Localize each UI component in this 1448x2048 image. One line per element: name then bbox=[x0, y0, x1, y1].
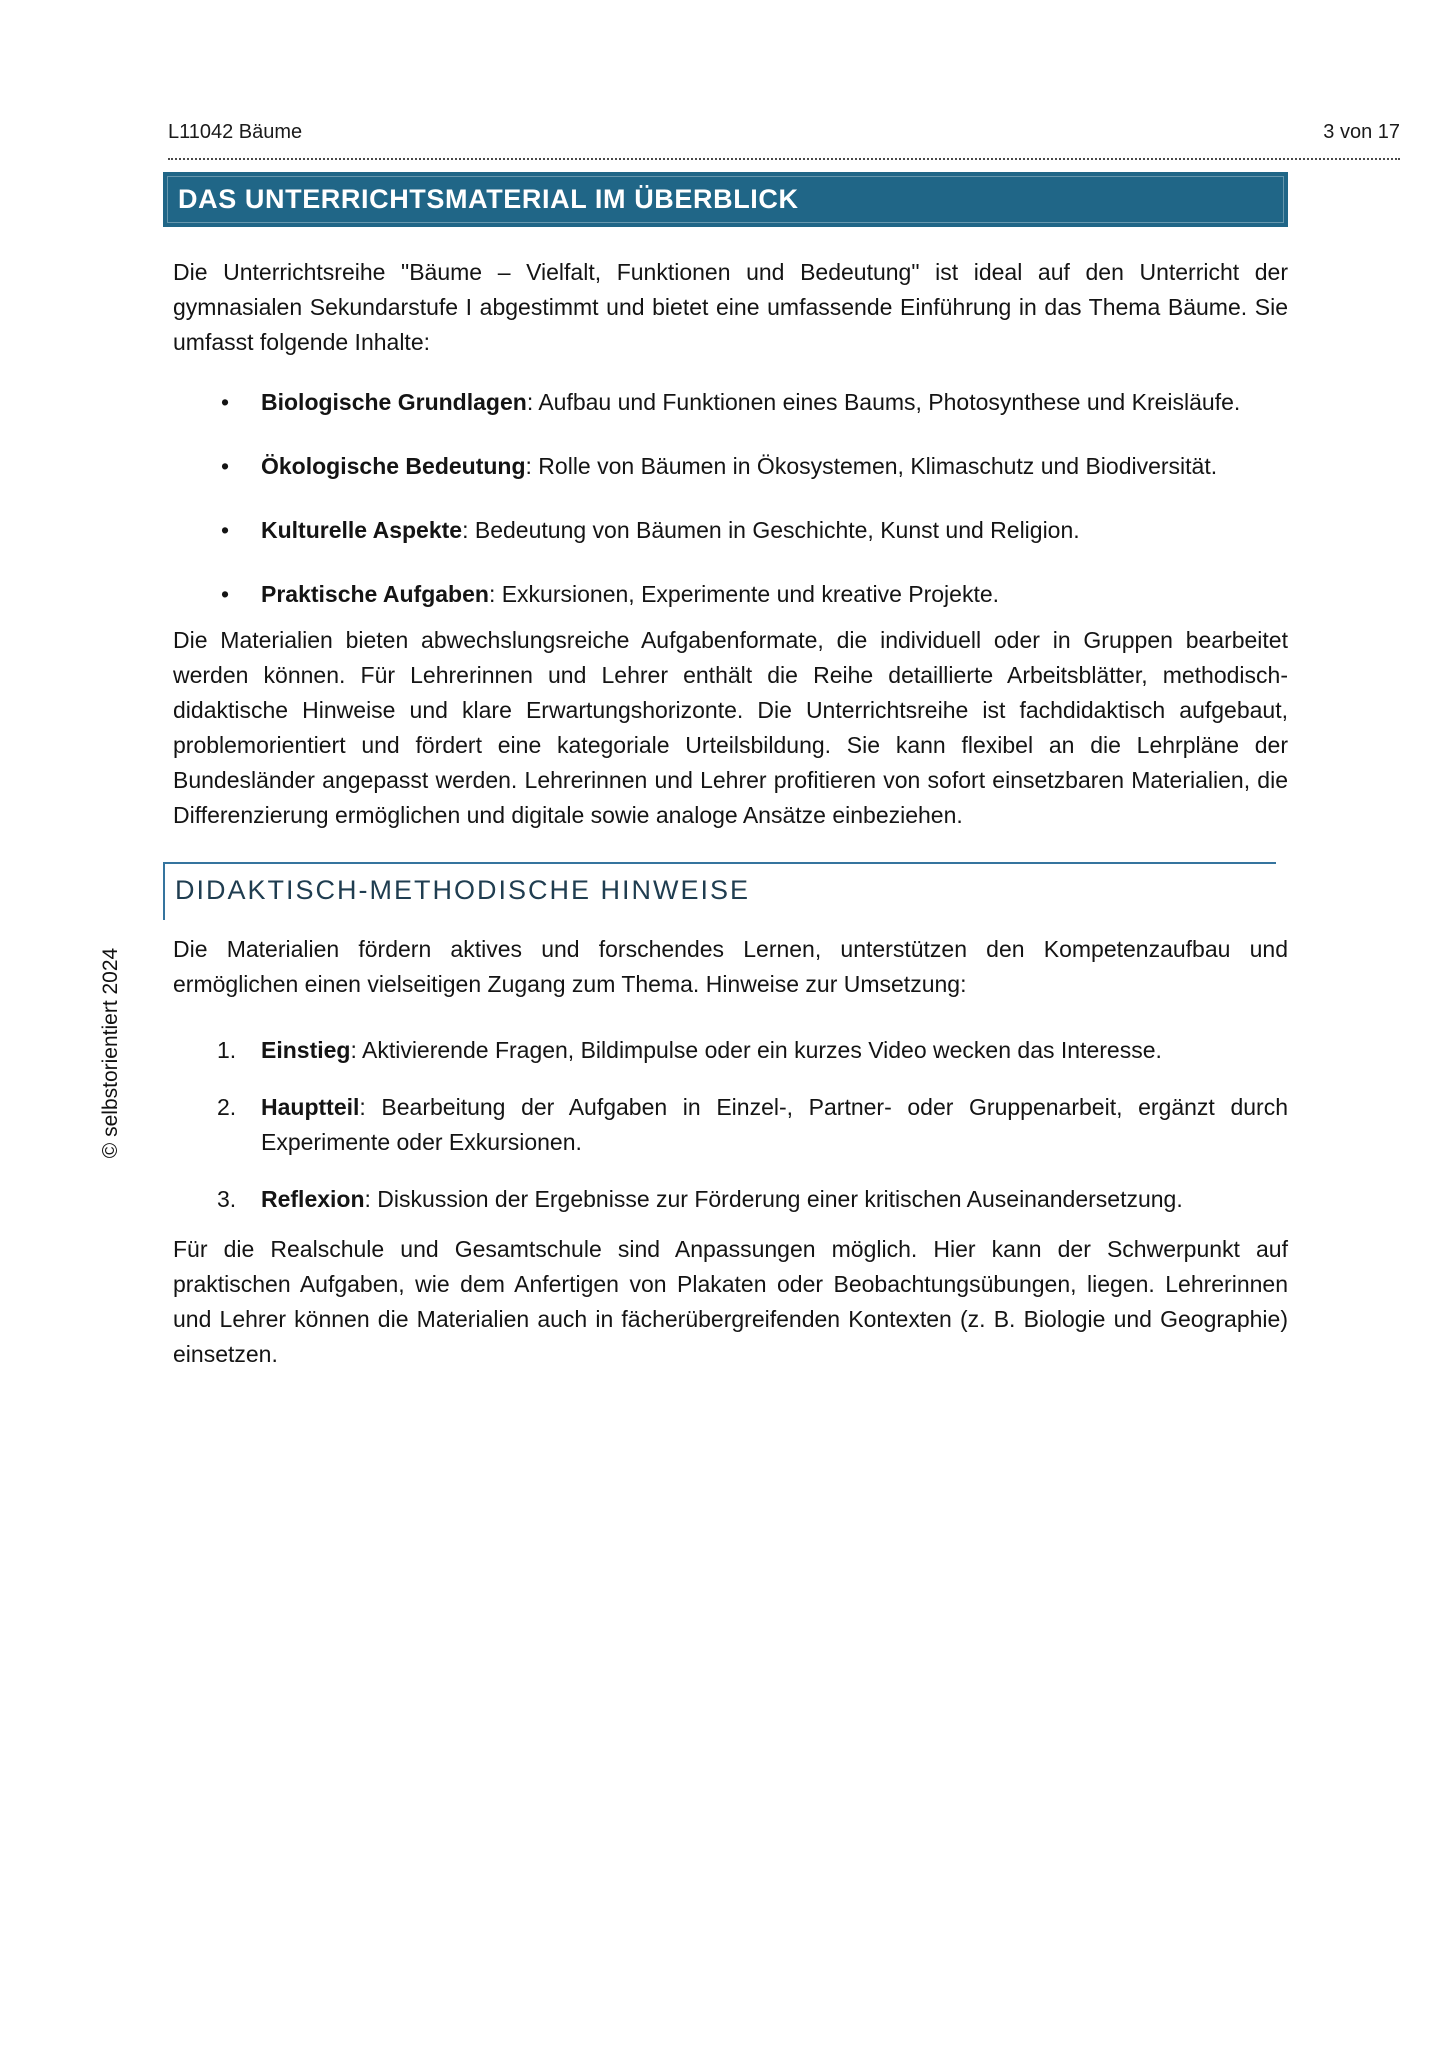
step-text: : Diskussion der Ergebnisse zur Förderung einer kritischen Auseinandersetzung. bbox=[364, 1186, 1183, 1212]
step-text: : Aktivierende Fragen, Bildimpulse oder ein kurzes Video wecken das Interesse. bbox=[350, 1037, 1162, 1063]
step-number: 3. bbox=[217, 1186, 237, 1212]
step-label: Einstieg bbox=[261, 1037, 351, 1063]
didactics-step-list bbox=[173, 1033, 1288, 1217]
bullet-text: : Exkursionen, Experimente und kreative Projekte. bbox=[488, 581, 1000, 607]
didactics-title: DIDAKTISCH-METHODISCHE HINWEISE bbox=[175, 875, 751, 905]
bullet-label: Praktische Aufgaben bbox=[261, 581, 489, 607]
content-column bbox=[163, 172, 1288, 1372]
copyright-note: © selbstorientiert 2024 bbox=[99, 947, 122, 1159]
list-item bbox=[173, 1033, 1288, 1068]
bullet-icon: • bbox=[221, 453, 230, 479]
bullet-icon: • bbox=[221, 581, 230, 607]
didactics-header bbox=[163, 862, 1276, 920]
bullet-icon: • bbox=[221, 517, 230, 543]
step-label: Hauptteil bbox=[261, 1094, 360, 1120]
bullet-text: : Aufbau und Funktionen eines Baums, Photosynthese und Kreisläufe. bbox=[526, 389, 1241, 415]
page-header bbox=[168, 120, 1400, 160]
step-number: 2. bbox=[217, 1094, 237, 1120]
bullet-label: Biologische Grundlagen bbox=[261, 389, 527, 415]
overview-title: DAS UNTERRICHTSMATERIAL IM ÜBERBLICK bbox=[167, 176, 1284, 223]
list-item bbox=[173, 1090, 1288, 1160]
overview-outro-paragraph: Die Materialien bieten abwechslungsreiche Aufgabenformate, die individuell oder in Gruppen bearbeitet werden können. Für Lehrerinnen und Lehrer enthält die Reihe detaillierte Arbeitsblätter, methodisch-didaktische Hinweise und klare Erwartungshorizonte. Die Unterrichtsreihe ist fachdidaktisch aufgebaut, problemorientiert und fördert eine kategoriale Urteilsbildung. Sie kann flexibel an die Lehrpläne der Bundesländer angepasst werden. Lehrerinnen und Lehrer profitieren von sofort einsetzbaren Materialien, die Differenzierung ermöglichen und digitale sowie analoge Ansätze einbeziehen. bbox=[173, 627, 1288, 828]
list-item bbox=[173, 449, 1288, 484]
step-label: Reflexion bbox=[261, 1186, 365, 1212]
page-number: 3 von 17 bbox=[1323, 121, 1400, 143]
bullet-text: : Bedeutung von Bäumen in Geschichte, Kunst und Religion. bbox=[462, 517, 1080, 543]
didactics-outro-paragraph: Für die Realschule und Gesamtschule sind Anpassungen möglich. Hier kann der Schwerpunkt auf praktischen Aufgaben, wie dem Anfertigen von Plakaten oder Beobachtungsübungen, liegen. Lehrerinnen und Lehrer können die Materialien auch in fächerübergreifenden Kontexten (z. B. Biologie und Geographie) einsetzen. bbox=[173, 1236, 1288, 1367]
list-item bbox=[173, 513, 1288, 548]
overview-bullet-list bbox=[173, 385, 1288, 612]
step-number: 1. bbox=[217, 1037, 237, 1063]
bullet-text: : Rolle von Bäumen in Ökosystemen, Klimaschutz und Biodiversität. bbox=[525, 453, 1218, 479]
overview-intro-paragraph: Die Unterrichtsreihe "Bäume – Vielfalt, Funktionen und Bedeutung" ist ideal auf den Unterricht der gymnasialen Sekundarstufe I abgestimmt und bietet eine umfassende Einführung in das Thema Bäume. Sie umfasst folgende Inhalte: bbox=[173, 259, 1288, 355]
overview-title-bar bbox=[163, 172, 1288, 227]
list-item bbox=[173, 577, 1288, 612]
didactics-intro-paragraph: Die Materialien fördern aktives und forschendes Lernen, unterstützen den Kompetenzaufbau und ermöglichen einen vielseitigen Zugang zum Thema. Hinweise zur Umsetzung: bbox=[173, 936, 1288, 997]
bullet-icon: • bbox=[221, 389, 230, 415]
step-text: : Bearbeitung der Aufgaben in Einzel-, Partner- oder Gruppenarbeit, ergänzt durch Experimente oder Exkursionen. bbox=[261, 1094, 1288, 1155]
bullet-label: Ökologische Bedeutung bbox=[261, 453, 526, 479]
bullet-label: Kulturelle Aspekte bbox=[261, 517, 463, 543]
list-item bbox=[173, 385, 1288, 420]
list-item bbox=[173, 1182, 1288, 1217]
doc-code: L11042 Bäume bbox=[168, 121, 303, 143]
